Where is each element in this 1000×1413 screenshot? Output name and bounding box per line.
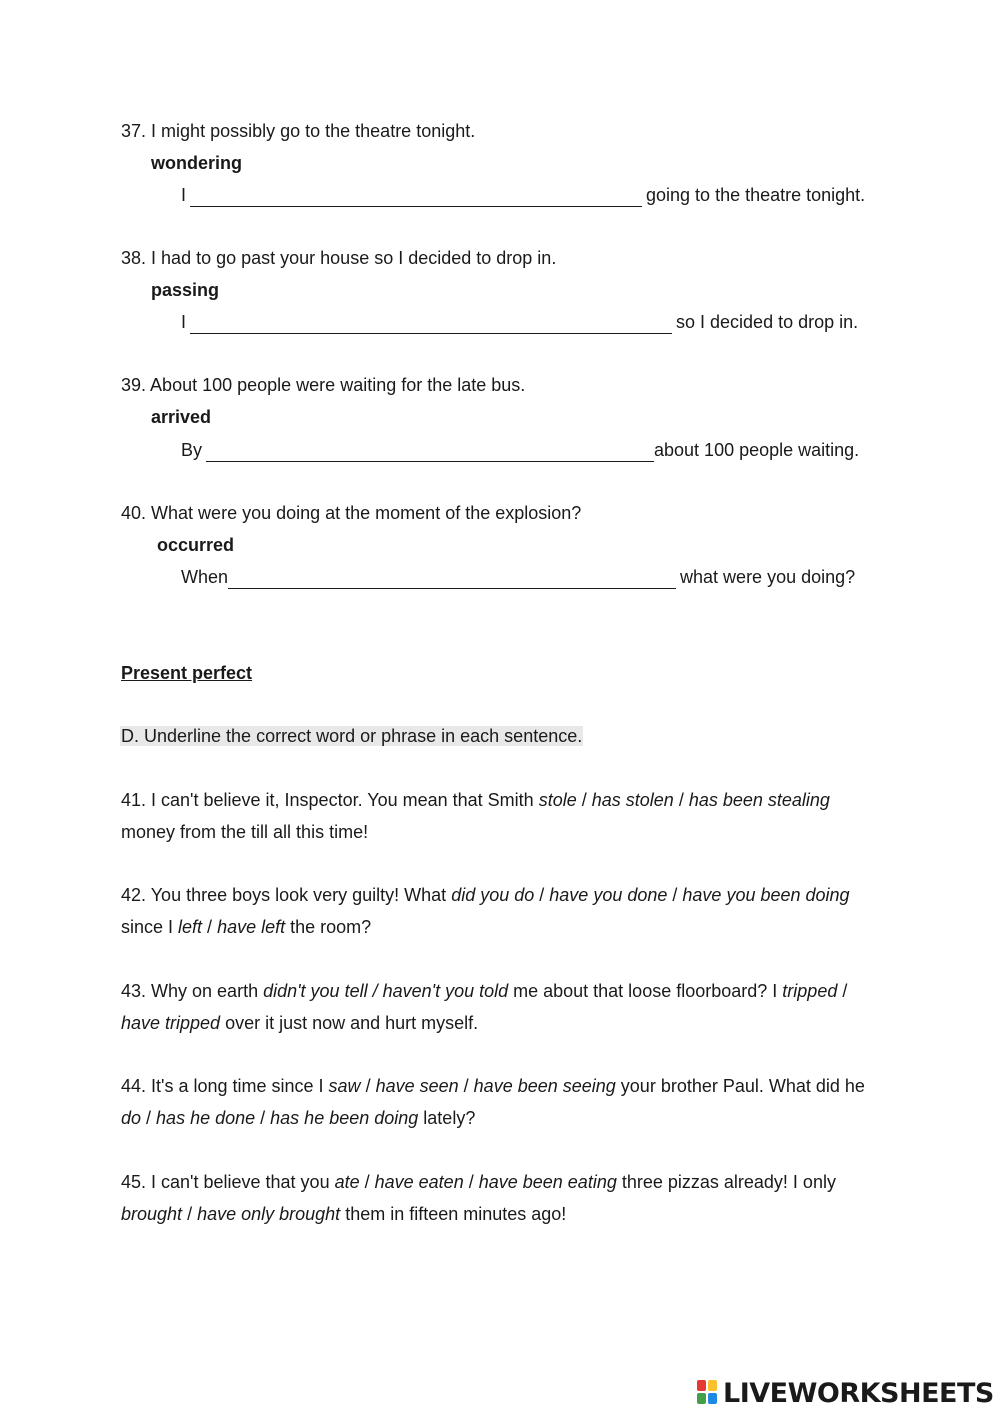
answer-line-38 <box>181 312 858 334</box>
option[interactable]: has he been doing <box>270 1108 419 1128</box>
liveworksheets-icon <box>697 1380 719 1406</box>
option[interactable]: have eaten <box>374 1172 464 1192</box>
question-sentence: I might possibly go to the theatre tonight. <box>151 121 476 141</box>
option[interactable]: do <box>121 1108 142 1128</box>
answer-suffix: so I decided to drop in. <box>676 312 859 332</box>
question-44: 44. It's a long time since I saw / have seen / have been seeing your brother Paul. What did he do / has he done / has he been doing lately? <box>121 1076 865 1128</box>
option[interactable]: have been seeing <box>473 1076 616 1096</box>
keyword-38: passing <box>151 280 220 300</box>
answer-line-39 <box>181 440 859 462</box>
answer-input-40[interactable] <box>228 568 676 589</box>
question-number: 39. <box>121 375 147 395</box>
question-41: 41. I can't believe it, Inspector. You mean that Smith stole / has stolen / has been stealing money from the till all this time! <box>121 790 830 842</box>
answer-prefix: I <box>181 312 187 332</box>
question-38 <box>121 248 556 269</box>
question-39 <box>121 375 525 396</box>
option[interactable]: has he done <box>156 1108 256 1128</box>
question-number: 37. <box>121 121 147 141</box>
question-sentence: I had to go past your house so I decided to drop in. <box>151 248 557 268</box>
question-40 <box>121 503 581 524</box>
option[interactable]: have you been doing <box>682 885 850 905</box>
question-42: 42. You three boys look very guilty! What did you do / have you done / have you been doing since I left / have left the room? <box>121 885 850 937</box>
question-37 <box>121 121 475 142</box>
option[interactable]: did you do <box>451 885 535 905</box>
answer-input-37[interactable] <box>190 186 642 207</box>
option[interactable]: stole <box>538 790 577 810</box>
question-sentence: What were you doing at the moment of the explosion? <box>151 503 582 523</box>
option[interactable]: tripped <box>782 981 838 1001</box>
answer-suffix: what were you doing? <box>680 567 856 587</box>
option[interactable]: has stolen <box>591 790 674 810</box>
answer-line-40 <box>181 567 855 589</box>
question-sentence: About 100 people were waiting for the late bus. <box>150 375 526 395</box>
keyword-40: occurred <box>157 535 235 555</box>
question-45: 45. I can't believe that you ate / have eaten / have been eating three pizzas already! I only brought / have only brought them in fifteen minutes ago! <box>121 1172 836 1224</box>
answer-prefix: By <box>181 440 203 460</box>
question-number: 40. <box>121 503 147 523</box>
answer-line-37 <box>181 185 865 207</box>
answer-prefix: When <box>181 567 229 587</box>
answer-input-39[interactable] <box>206 441 654 462</box>
answer-prefix: I <box>181 185 187 205</box>
answer-input-38[interactable] <box>190 313 672 334</box>
option[interactable]: have left <box>217 917 286 937</box>
option[interactable]: ate <box>334 1172 360 1192</box>
option[interactable]: have tripped <box>121 1013 221 1033</box>
instruction-text: D. Underline the correct word or phrase in each sentence. <box>121 726 583 746</box>
section-title: Present perfect <box>121 663 253 683</box>
question-number: 38. <box>121 248 147 268</box>
option[interactable]: have seen <box>375 1076 459 1096</box>
option[interactable]: has been stealing <box>688 790 830 810</box>
option[interactable]: didn't you tell / haven't you told <box>263 981 509 1001</box>
option[interactable]: saw <box>328 1076 361 1096</box>
option[interactable]: have you done <box>549 885 668 905</box>
option[interactable]: have been eating <box>478 1172 617 1192</box>
keyword-39: arrived <box>151 407 212 427</box>
brand-name: LIVEWORKSHEETS <box>723 1377 994 1409</box>
section-instruction <box>120 726 583 747</box>
brand-logo <box>697 1378 994 1408</box>
option[interactable]: brought <box>121 1204 183 1224</box>
answer-suffix: about 100 people waiting. <box>654 440 860 460</box>
option[interactable]: left <box>178 917 203 937</box>
keyword-37: wondering <box>151 153 242 173</box>
option[interactable]: have only brought <box>197 1204 341 1224</box>
answer-suffix: going to the theatre tonight. <box>646 185 866 205</box>
question-43: 43. Why on earth didn't you tell / haven't you told me about that loose floorboard? I tripped / have tripped over it just now and hurt myself. <box>121 981 848 1033</box>
